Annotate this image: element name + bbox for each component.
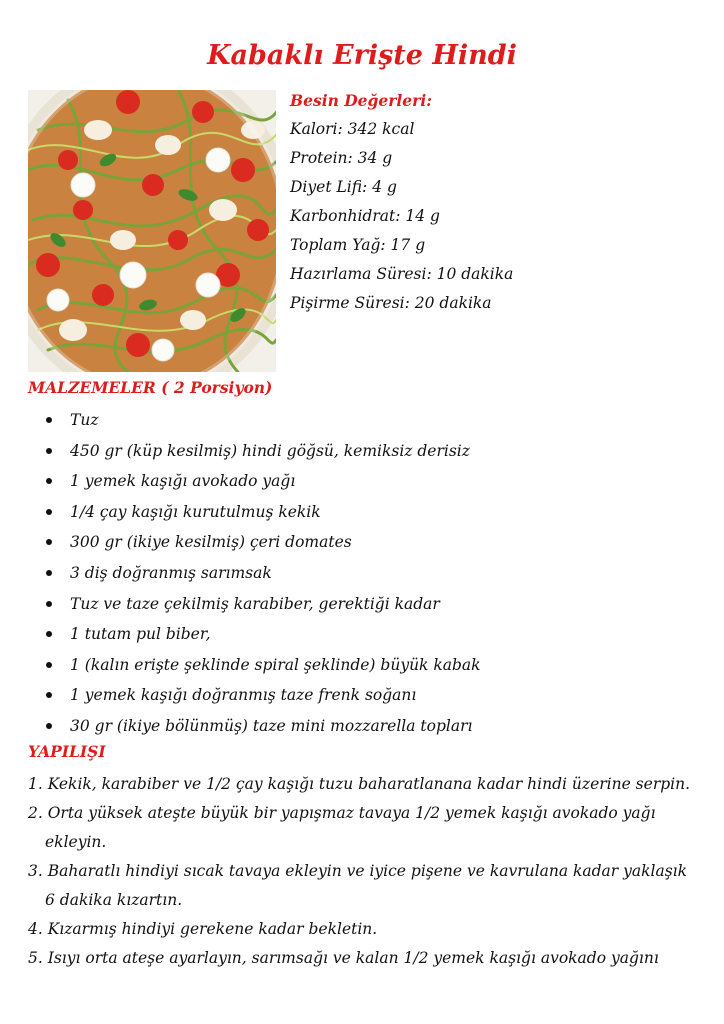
list-item: 1 yemek kaşığı doğranmış taze frenk soğanı	[40, 683, 690, 714]
nutrition-fat: Toplam Yağ: 17 g	[290, 236, 426, 254]
bullet-icon	[46, 662, 52, 668]
bullet-icon	[46, 692, 52, 698]
step-item: 2. Orta yüksek ateşte büyük bir yapışmaz tavaya 1/2 yemek kaşığı avokado yağı ekleyin.	[28, 804, 656, 851]
ingredients-list	[40, 408, 690, 745]
list-item: 300 gr (ikiye kesilmiş) çeri domates	[40, 530, 690, 561]
list-item: 1 tutam pul biber,	[40, 622, 690, 653]
list-item: 1 yemek kaşığı avokado yağı	[40, 469, 690, 500]
bullet-icon	[46, 601, 52, 607]
dish-photo	[28, 90, 276, 372]
bullet-icon	[46, 478, 52, 484]
bullet-icon	[46, 539, 52, 545]
list-item: 1 (kalın erişte şeklinde spiral şeklinde) büyük kabak	[40, 653, 690, 684]
list-item: 3 diş doğranmış sarımsak	[40, 561, 690, 592]
nutrition-protein: Protein: 34 g	[290, 149, 393, 167]
nutrition-carbs: Karbonhidrat: 14 g	[290, 207, 440, 225]
method-heading: YAPILIŞI	[28, 742, 106, 761]
list-item: Tuz	[40, 408, 690, 439]
nutrition-cook-time: Pişirme Süresi: 20 dakika	[290, 294, 492, 312]
step-item: 1. Kekik, karabiber ve 1/2 çay kaşığı tuzu baharatlanana kadar hindi üzerine serpin.	[28, 775, 691, 793]
nutrition-prep-time: Hazırlama Süresi: 10 dakika	[290, 265, 514, 283]
bullet-icon	[46, 631, 52, 637]
list-item: 30 gr (ikiye bölünmüş) taze mini mozzarella topları	[40, 714, 690, 745]
list-item: 1/4 çay kaşığı kurutulmuş kekik	[40, 500, 690, 531]
nutrition-calories: Kalori: 342 kcal	[290, 120, 415, 138]
step-item: 3. Baharatlı hindiyi sıcak tavaya ekleyin ve iyice pişene ve kavrulana kadar yaklaşık 6 dakika kızartın.	[28, 862, 688, 909]
ingredients-heading: MALZEMELER ( 2 Porsiyon)	[28, 378, 273, 397]
bullet-icon	[46, 509, 52, 515]
page-title: Kabaklı Erişte Hindi	[207, 40, 517, 71]
list-item: Tuz ve taze çekilmiş karabiber, gerektiği kadar	[40, 592, 690, 623]
method-steps	[28, 770, 698, 973]
nutrition-facts	[290, 90, 690, 321]
list-item: 450 gr (küp kesilmiş) hindi göğsü, kemiksiz derisiz	[40, 439, 690, 470]
bullet-icon	[46, 417, 52, 423]
step-item: 4. Kızarmış hindiyi gerekene kadar bekletin.	[28, 920, 378, 938]
nutrition-heading: Besin Değerleri:	[290, 91, 432, 110]
step-item: 5. Isıyı orta ateşe ayarlayın, sarımsağı ve kalan 1/2 yemek kaşığı avokado yağını	[28, 949, 659, 967]
bullet-icon	[46, 448, 52, 454]
bullet-icon	[46, 723, 52, 729]
bullet-icon	[46, 570, 52, 576]
nutrition-fiber: Diyet Lifi: 4 g	[290, 178, 397, 196]
